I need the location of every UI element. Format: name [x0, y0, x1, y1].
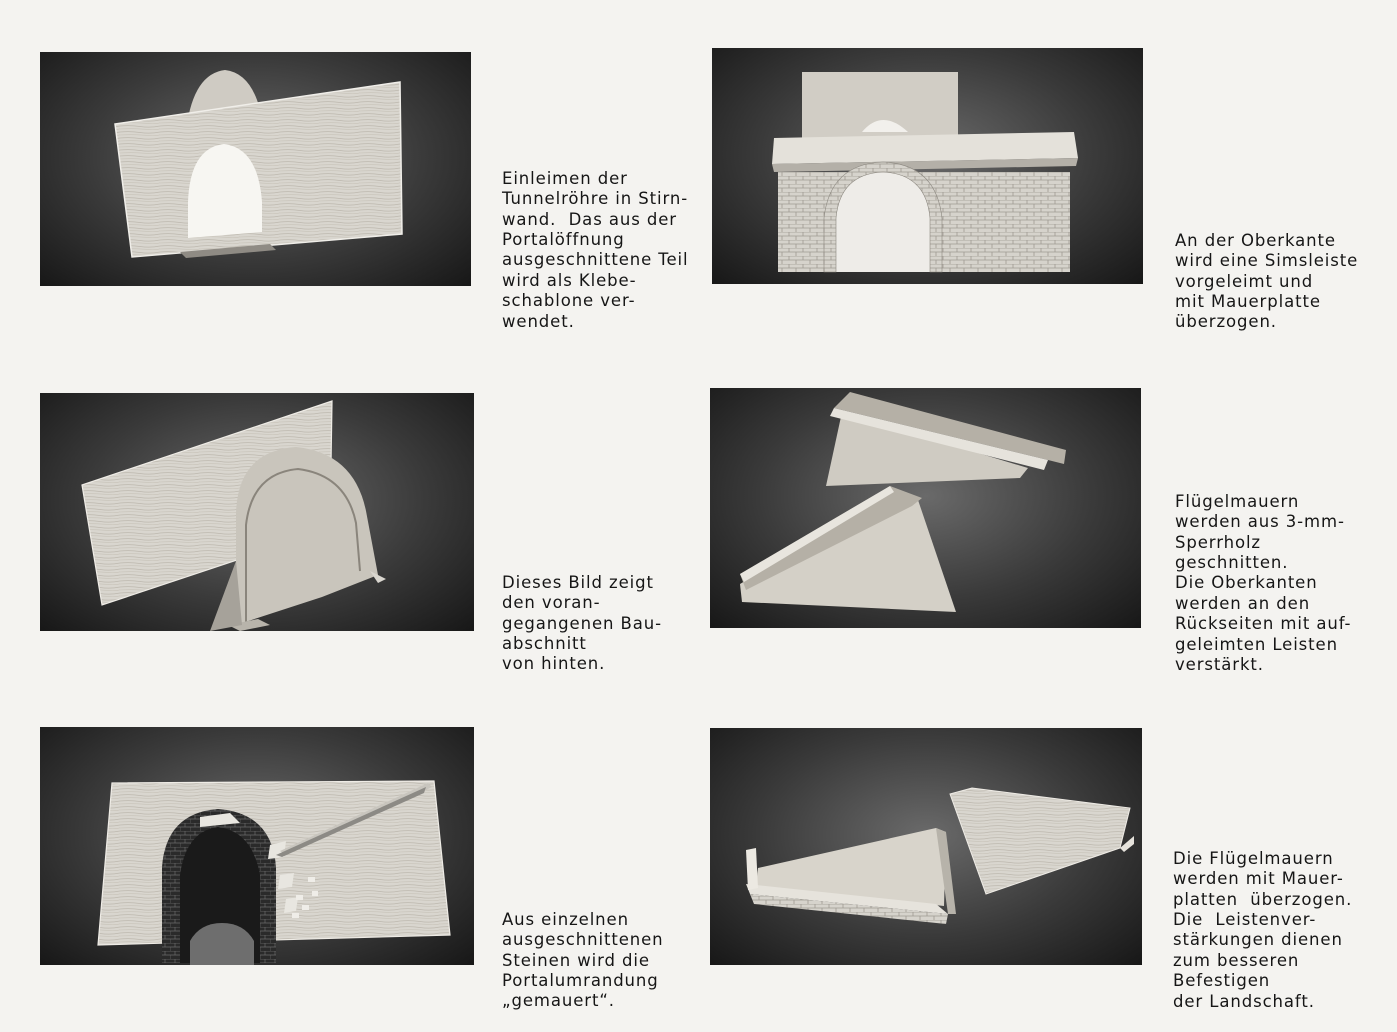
caption-line: An der Oberkante [1175, 230, 1336, 250]
caption-wing-walls-covered [1173, 808, 1352, 1032]
caption-line: Aus einzelnen [502, 909, 629, 929]
caption-line: ausgeschnittene Teil [502, 250, 689, 270]
caption-line: abschnitt [502, 634, 587, 654]
caption-view-from-behind [502, 532, 662, 695]
caption-line: Dieses Bild zeigt [502, 572, 654, 592]
caption-line: platten überzogen. [1173, 889, 1353, 909]
photo-glue-tunnel-tube [40, 52, 471, 286]
photo-wing-walls-covered [710, 728, 1142, 965]
caption-line: Steinen wird die [502, 950, 650, 970]
caption-line: vorgeleimt und [1175, 271, 1314, 291]
caption-line: Portalöffnung [502, 230, 625, 250]
caption-line: wand. Das aus der [502, 209, 677, 229]
caption-line: geleimten Leisten [1175, 634, 1338, 654]
photo-view-from-behind [40, 393, 474, 631]
caption-line: von hinten. [502, 654, 606, 674]
caption-line: Befestigen [1173, 971, 1271, 991]
caption-line: der Landschaft. [1173, 991, 1315, 1011]
caption-line: den voran- [502, 593, 601, 613]
caption-portal-masonry [502, 869, 664, 1032]
caption-cornice-strip [1175, 190, 1358, 353]
photo-portal-masonry [40, 727, 474, 965]
caption-line: Die Oberkanten [1175, 573, 1318, 593]
caption-line: schablone ver- [502, 291, 636, 311]
caption-line: zum besseren [1173, 950, 1300, 970]
caption-line: werden aus 3-mm- [1175, 512, 1345, 532]
caption-wing-walls-cut [1175, 451, 1351, 696]
caption-line: werden mit Mauer- [1173, 869, 1344, 889]
caption-line: überzogen. [1175, 312, 1277, 332]
caption-line: wird als Klebe- [502, 270, 637, 290]
caption-line: gegangenen Bau- [502, 613, 662, 633]
caption-line: wendet. [502, 311, 575, 331]
caption-line: Flügelmauern [1175, 491, 1300, 511]
photo-cornice-strip [712, 48, 1143, 284]
caption-glue-tunnel-tube [502, 128, 689, 352]
caption-line: Einleimen der [502, 168, 628, 188]
caption-line: Tunnelröhre in Stirn- [502, 189, 689, 209]
photo-wing-walls-cut [710, 388, 1141, 628]
caption-line: werden an den [1175, 593, 1311, 613]
caption-line: Die Flügelmauern [1173, 848, 1334, 868]
caption-line: Die Leistenver- [1173, 910, 1317, 930]
caption-line: Rückseiten mit auf- [1175, 614, 1352, 634]
caption-line: ausgeschnittenen [502, 930, 664, 950]
caption-line: Portalumrandung [502, 971, 659, 991]
caption-line: wird eine Simsleiste [1175, 251, 1359, 271]
caption-line: verstärkt. [1175, 655, 1264, 675]
caption-line: stärkungen dienen [1173, 930, 1343, 950]
caption-line: geschnitten. [1175, 553, 1289, 573]
caption-line: Sperrholz [1175, 532, 1261, 552]
caption-line: mit Mauerplatte [1175, 292, 1321, 312]
caption-line: „gemauert“. [502, 991, 615, 1011]
